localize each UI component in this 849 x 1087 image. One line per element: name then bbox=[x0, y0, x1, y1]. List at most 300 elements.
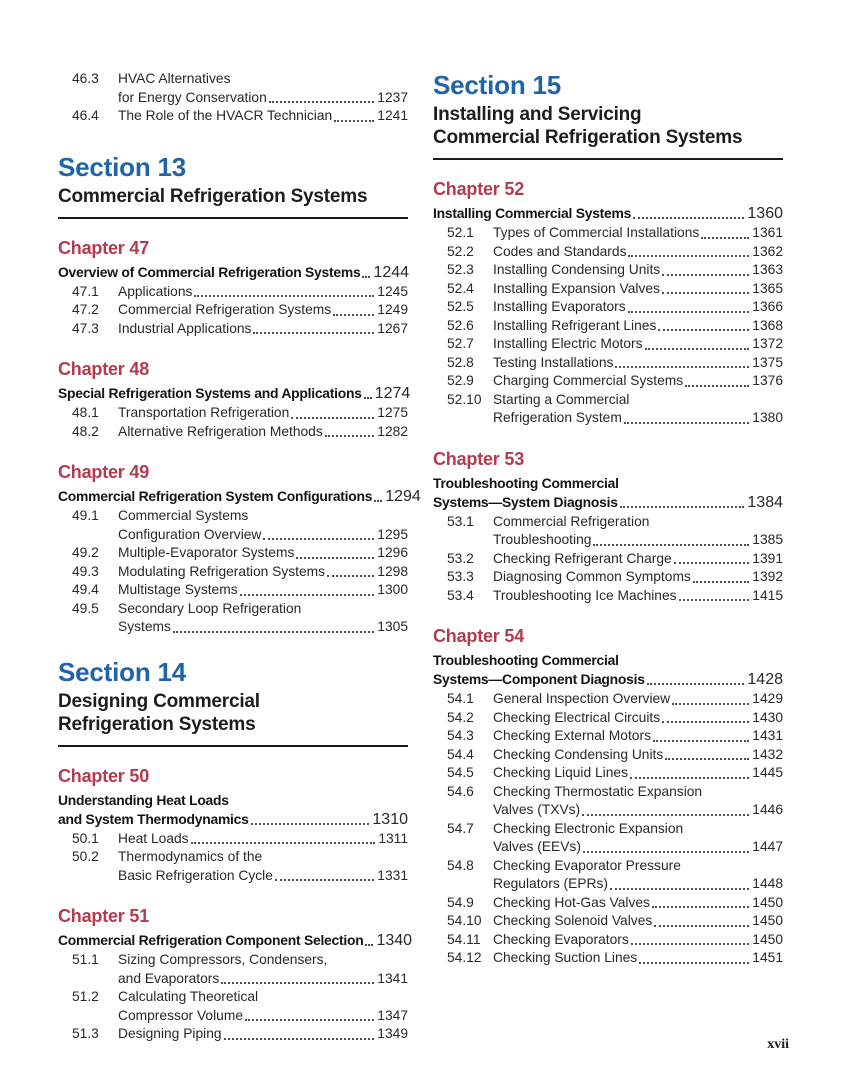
entry-title-line: Codes and Standards bbox=[493, 243, 627, 259]
entry-body bbox=[118, 563, 408, 582]
entry-title-line: Installing Commercial Systems bbox=[433, 205, 632, 221]
entry-body bbox=[493, 298, 783, 317]
toc-entry bbox=[433, 513, 783, 550]
entry-number: 52.8 bbox=[447, 354, 474, 370]
entry-body bbox=[493, 727, 783, 746]
entry-number: 54.2 bbox=[447, 709, 474, 725]
entry-number: 53.3 bbox=[447, 569, 474, 584]
dot-leader bbox=[653, 740, 749, 742]
entry-title-line: and Evaporators bbox=[118, 970, 220, 986]
toc-leader-row bbox=[493, 409, 783, 428]
entry-title-line: Refrigeration System bbox=[493, 410, 622, 425]
entry-body bbox=[493, 550, 783, 569]
toc-leader-row bbox=[493, 280, 783, 299]
entry-page-number: 1244 bbox=[373, 263, 410, 281]
entry-page-number: 1365 bbox=[752, 280, 783, 296]
toc-leader-row bbox=[118, 301, 408, 320]
entry-title-line: and System Thermodynamics bbox=[58, 810, 249, 827]
entry-number: 53.4 bbox=[447, 587, 474, 603]
entry-body bbox=[118, 507, 408, 544]
entry-title-line: Checking Thermostatic Expansion bbox=[493, 783, 703, 799]
entry-title-line: Charging Commercial Systems bbox=[493, 373, 684, 388]
entry-title-line: Basic Refrigeration Cycle bbox=[118, 867, 273, 883]
chapter-heading: Chapter 50 bbox=[58, 765, 150, 786]
toc-entry bbox=[58, 404, 408, 423]
entry-number: 47.2 bbox=[72, 302, 99, 317]
entry-body bbox=[118, 581, 408, 600]
entry-title-line: Diagnosing Common Symptoms bbox=[493, 569, 691, 584]
chapter-heading: Chapter 54 bbox=[433, 626, 525, 646]
entry-page-number: 1432 bbox=[752, 746, 783, 762]
toc-leader-row bbox=[58, 931, 413, 950]
dot-leader bbox=[685, 385, 749, 387]
dot-leader bbox=[253, 332, 374, 334]
entry-page-number: 1392 bbox=[752, 569, 783, 584]
entry-title-line: Special Refrigeration Systems and Applications bbox=[58, 385, 362, 401]
entry-title-line: Commercial Refrigeration Systems bbox=[118, 302, 332, 317]
entry-title-line: for Energy Conservation bbox=[118, 89, 267, 105]
entry-body bbox=[118, 544, 408, 563]
entry-body bbox=[493, 513, 783, 550]
entry-title-line: Multiple-Evaporator Systems bbox=[118, 545, 295, 560]
section-title-line: Refrigeration Systems bbox=[58, 713, 256, 735]
toc-entry bbox=[433, 243, 783, 262]
entry-body bbox=[493, 587, 783, 606]
chapter-block bbox=[433, 178, 783, 428]
toc-leader-row bbox=[493, 875, 783, 894]
dot-leader bbox=[173, 631, 374, 633]
toc-entry bbox=[433, 280, 783, 299]
entry-page-number: 1361 bbox=[752, 225, 783, 240]
entry-body bbox=[118, 848, 408, 885]
entry-number: 51.3 bbox=[72, 1026, 99, 1041]
entry-body bbox=[118, 423, 408, 442]
toc-entry bbox=[58, 563, 408, 582]
toc-entry bbox=[433, 550, 783, 569]
entry-page-number: 1391 bbox=[752, 550, 783, 566]
entry-body bbox=[493, 764, 783, 783]
dot-leader bbox=[240, 594, 375, 596]
dot-leader bbox=[647, 683, 745, 685]
toc-entry bbox=[58, 107, 408, 126]
entry-page-number: 1384 bbox=[747, 493, 783, 511]
entry-number: 49.5 bbox=[72, 600, 99, 616]
dot-leader bbox=[662, 274, 749, 276]
entry-page-number: 1451 bbox=[752, 950, 783, 965]
dot-leader bbox=[364, 397, 372, 399]
chapter-items bbox=[58, 404, 408, 441]
entry-number: 49.3 bbox=[72, 563, 99, 579]
entry-page-number: 1274 bbox=[374, 385, 411, 402]
toc-entry bbox=[433, 764, 783, 783]
dot-leader bbox=[327, 575, 374, 577]
entry-title-line: Troubleshooting Ice Machines bbox=[493, 587, 677, 603]
dot-leader bbox=[194, 295, 374, 297]
entry-page-number: 1245 bbox=[377, 283, 408, 299]
entry-title-line: Starting a Commercial bbox=[493, 391, 630, 407]
dot-leader bbox=[674, 562, 750, 564]
toc-entry bbox=[58, 544, 408, 563]
entry-body bbox=[493, 372, 783, 391]
dot-leader bbox=[325, 435, 375, 437]
toc-leader-row bbox=[493, 949, 783, 968]
entry-number: 51.2 bbox=[72, 989, 99, 1004]
entry-page-number: 1368 bbox=[752, 317, 783, 333]
toc-leader-row bbox=[493, 372, 783, 391]
entry-page-number: 1294 bbox=[385, 488, 421, 505]
section-title-line: Designing Commercial bbox=[58, 690, 260, 712]
entry-title-line: Checking Suction Lines bbox=[493, 950, 638, 965]
section-rule-divider bbox=[58, 745, 408, 747]
chapter-heading: Chapter 47 bbox=[58, 237, 150, 258]
dot-leader bbox=[639, 962, 749, 964]
toc-leader-row bbox=[433, 493, 783, 512]
toc-leader-row bbox=[118, 423, 408, 442]
entry-page-number: 1366 bbox=[752, 299, 783, 314]
dot-leader bbox=[615, 366, 749, 368]
entry-title-line: Checking Refrigerant Charge bbox=[493, 550, 672, 566]
entry-body bbox=[493, 709, 783, 728]
entry-title-line: Applications bbox=[118, 283, 193, 299]
chapter-block bbox=[433, 448, 783, 606]
chapter-items bbox=[58, 507, 408, 637]
chapter-block bbox=[58, 461, 421, 637]
entry-title-line: Checking Condensing Units bbox=[493, 746, 664, 762]
entry-title-line: Checking Liquid Lines bbox=[493, 765, 628, 780]
entry-title-line: Compressor Volume bbox=[118, 1007, 243, 1023]
entry-title-line: Installing Electric Motors bbox=[493, 336, 643, 351]
toc-entry bbox=[58, 1025, 408, 1044]
toc-leader-row bbox=[118, 1025, 408, 1044]
entry-page-number: 1241 bbox=[377, 108, 408, 123]
entry-body bbox=[118, 600, 408, 637]
toc-leader-row bbox=[118, 544, 408, 563]
entry-number: 52.4 bbox=[447, 280, 474, 296]
entry-title-line: Checking Solenoid Valves bbox=[493, 913, 653, 928]
chapter-items bbox=[433, 690, 783, 968]
entry-page-number: 1428 bbox=[747, 671, 783, 688]
entry-page-number: 1249 bbox=[377, 302, 408, 317]
chapter-heading: Chapter 49 bbox=[58, 462, 150, 482]
entry-title-line: Transportation Refrigeration bbox=[118, 405, 290, 420]
entry-body bbox=[493, 894, 783, 913]
entry-number: 46.3 bbox=[72, 71, 99, 86]
dot-leader bbox=[365, 944, 373, 946]
entry-number: 49.2 bbox=[72, 545, 99, 560]
toc-entry bbox=[433, 820, 783, 857]
entry-body bbox=[493, 746, 783, 765]
toc-leader-row bbox=[493, 335, 783, 354]
entry-body bbox=[493, 317, 783, 336]
chapter-block bbox=[433, 625, 783, 968]
section-block bbox=[433, 70, 783, 160]
entry-title-line: Installing Refrigerant Lines bbox=[493, 317, 657, 333]
dot-leader bbox=[701, 237, 749, 239]
toc-entry bbox=[433, 746, 783, 765]
entry-body bbox=[493, 261, 783, 280]
dot-leader bbox=[628, 255, 749, 257]
entry-body bbox=[118, 107, 408, 126]
entry-body bbox=[118, 830, 408, 849]
toc-leader-row bbox=[118, 563, 408, 582]
dot-leader bbox=[221, 982, 374, 984]
entry-title-line: Secondary Loop Refrigeration bbox=[118, 600, 302, 616]
entry-title-line: HVAC Alternatives bbox=[118, 71, 231, 86]
toc-entry bbox=[58, 988, 408, 1025]
entry-body bbox=[493, 931, 783, 950]
dot-leader bbox=[296, 557, 374, 559]
chapter-heading: Chapter 51 bbox=[58, 906, 150, 926]
entry-number: 52.9 bbox=[447, 373, 474, 388]
entry-page-number: 1341 bbox=[377, 970, 408, 986]
toc-leader-row bbox=[493, 354, 783, 373]
entry-page-number: 1295 bbox=[377, 526, 408, 542]
section-heading: Section 14 bbox=[58, 656, 187, 687]
toc-leader-row bbox=[118, 1007, 408, 1026]
entry-page-number: 1267 bbox=[377, 320, 408, 336]
toc-leader-row bbox=[493, 690, 783, 709]
chapter-title-line: Troubleshooting Commercial bbox=[433, 474, 619, 491]
entry-body bbox=[118, 988, 408, 1025]
entry-title-line: Checking Electrical Circuits bbox=[493, 709, 661, 725]
dot-leader bbox=[251, 823, 370, 825]
dot-leader bbox=[263, 538, 374, 540]
entry-page-number: 1431 bbox=[752, 728, 783, 743]
entry-title-line: Checking External Motors bbox=[493, 728, 651, 743]
toc-leader-row bbox=[493, 838, 783, 857]
entry-number: 52.3 bbox=[447, 262, 474, 277]
toc-leader-row bbox=[493, 531, 783, 550]
toc-leader-row bbox=[118, 107, 408, 126]
toc-entry bbox=[433, 690, 783, 709]
toc-leader-row bbox=[118, 526, 408, 545]
entry-page-number: 1363 bbox=[752, 262, 783, 277]
chapter-items bbox=[433, 224, 783, 428]
toc-entry bbox=[58, 423, 408, 442]
entry-title-line: Systems bbox=[118, 619, 171, 634]
toc-entry bbox=[433, 587, 783, 606]
entry-number: 54.8 bbox=[447, 857, 474, 873]
entry-body bbox=[118, 404, 408, 423]
entry-body bbox=[493, 335, 783, 354]
entry-number: 52.7 bbox=[447, 336, 474, 351]
chapter-title-line: Troubleshooting Commercial bbox=[433, 652, 619, 668]
entry-title-line: Checking Evaporator Pressure bbox=[493, 857, 681, 873]
entry-title-line: Installing Condensing Units bbox=[493, 262, 661, 277]
toc-leader-row bbox=[493, 317, 783, 336]
toc-entry bbox=[58, 600, 408, 637]
toc-entry bbox=[58, 320, 408, 339]
entry-number: 53.2 bbox=[447, 550, 474, 566]
entry-page-number: 1349 bbox=[377, 1026, 408, 1041]
toc-leader-row bbox=[118, 404, 408, 423]
entry-title-line: Commercial Refrigeration bbox=[493, 513, 650, 529]
dot-leader bbox=[593, 544, 749, 546]
toc-leader-row bbox=[493, 727, 783, 746]
entry-body bbox=[118, 320, 408, 339]
entry-page-number: 1237 bbox=[377, 89, 408, 105]
entry-number: 48.2 bbox=[72, 423, 99, 439]
entry-page-number: 1296 bbox=[377, 545, 408, 560]
toc-entry bbox=[58, 70, 408, 107]
dot-leader bbox=[583, 851, 749, 853]
entry-title-line: Installing Expansion Valves bbox=[493, 280, 660, 296]
entry-body bbox=[493, 690, 783, 709]
toc-entry bbox=[433, 261, 783, 280]
entry-page-number: 1360 bbox=[747, 205, 783, 222]
dot-leader bbox=[662, 721, 749, 723]
dot-leader bbox=[245, 1019, 374, 1021]
entry-page-number: 1362 bbox=[752, 243, 783, 259]
chapter-block bbox=[58, 905, 413, 1044]
entry-body bbox=[493, 243, 783, 262]
entry-number: 52.1 bbox=[447, 225, 474, 240]
dot-leader bbox=[645, 348, 750, 350]
entry-page-number: 1310 bbox=[372, 810, 408, 828]
entry-title-line: Systems—Component Diagnosis bbox=[433, 671, 645, 687]
entry-title-line: Alternative Refrigeration Methods bbox=[118, 423, 323, 439]
entry-title-line: Designing Piping bbox=[118, 1026, 222, 1041]
entry-page-number: 1450 bbox=[752, 894, 783, 910]
entry-number: 47.1 bbox=[72, 283, 99, 299]
toc-leader-row bbox=[493, 298, 783, 317]
dot-leader bbox=[291, 417, 374, 419]
dot-leader bbox=[672, 703, 749, 705]
dot-leader bbox=[624, 422, 749, 424]
entry-page-number: 1430 bbox=[752, 709, 783, 725]
section-title-line: Installing and Servicing bbox=[433, 104, 642, 125]
dot-leader bbox=[628, 311, 750, 313]
entry-body bbox=[493, 224, 783, 243]
entry-title-line: Configuration Overview bbox=[118, 526, 262, 542]
toc-entry bbox=[433, 949, 783, 968]
toc-leader-row bbox=[493, 243, 783, 262]
toc-leader-row bbox=[58, 810, 408, 829]
toc-entry bbox=[433, 709, 783, 728]
toc-leader-row bbox=[118, 830, 408, 849]
dot-leader bbox=[334, 120, 374, 122]
toc-leader-row bbox=[493, 912, 783, 931]
toc-leader-row bbox=[493, 224, 783, 243]
entry-number: 48.1 bbox=[72, 405, 99, 420]
section-title-line: Commercial Refrigeration Systems bbox=[58, 185, 368, 207]
dot-leader bbox=[374, 500, 382, 502]
entry-number: 54.6 bbox=[447, 783, 474, 799]
entry-number: 54.9 bbox=[447, 894, 474, 910]
entry-body bbox=[493, 280, 783, 299]
entry-title-line: Industrial Applications bbox=[118, 320, 252, 336]
toc-entry bbox=[433, 894, 783, 913]
toc-entry bbox=[433, 354, 783, 373]
toc-leader-row bbox=[118, 320, 408, 339]
entry-page-number: 1375 bbox=[752, 354, 783, 370]
entry-page-number: 1429 bbox=[752, 691, 783, 706]
toc-entry bbox=[433, 317, 783, 336]
toc-entry bbox=[58, 830, 408, 849]
entry-title-line: Commercial Systems bbox=[118, 508, 249, 523]
chapter-heading: Chapter 53 bbox=[433, 448, 525, 469]
chapter-block bbox=[58, 358, 411, 441]
chapter-items bbox=[58, 283, 408, 339]
entry-title-line: Testing Installations bbox=[493, 354, 614, 370]
entry-number: 54.5 bbox=[447, 765, 474, 780]
entry-title-line: Commercial Refrigeration System Configurations bbox=[58, 488, 373, 504]
entry-title-line: Systems—System Diagnosis bbox=[433, 493, 618, 510]
entry-body bbox=[493, 568, 783, 587]
dot-leader bbox=[582, 814, 749, 816]
entry-number: 54.7 bbox=[447, 820, 474, 836]
toc-leader-row bbox=[493, 931, 783, 950]
section-rule-divider bbox=[433, 158, 783, 160]
toc-leader-row bbox=[493, 801, 783, 820]
chapter-block bbox=[58, 237, 408, 339]
toc-entry bbox=[433, 783, 783, 820]
toc-leader-row bbox=[433, 204, 783, 223]
entry-number: 53.1 bbox=[447, 513, 474, 529]
entry-number: 50.1 bbox=[72, 830, 99, 846]
entry-title-line: Overview of Commercial Refrigeration Systems bbox=[58, 263, 361, 280]
entry-page-number: 1376 bbox=[752, 373, 783, 388]
entry-page-number: 1448 bbox=[752, 876, 783, 891]
toc-page bbox=[58, 70, 783, 1064]
dot-leader bbox=[679, 599, 750, 601]
entry-number: 54.12 bbox=[447, 950, 482, 965]
chapter-items bbox=[58, 830, 408, 886]
entry-page-number: 1347 bbox=[377, 1007, 408, 1023]
entry-number: 49.4 bbox=[72, 582, 99, 597]
toc-leader-row bbox=[118, 283, 408, 302]
dot-leader bbox=[269, 101, 375, 103]
entry-page-number: 1450 bbox=[752, 931, 783, 947]
section-title-line: Commercial Refrigeration Systems bbox=[433, 127, 743, 148]
entry-number: 52.6 bbox=[447, 317, 474, 333]
entry-title-line: Valves (TXVs) bbox=[493, 802, 581, 817]
dot-leader bbox=[662, 292, 749, 294]
toc-entry bbox=[433, 372, 783, 391]
toc-entry bbox=[58, 283, 408, 302]
toc-column-right bbox=[433, 70, 783, 1064]
section-heading: Section 15 bbox=[433, 70, 562, 100]
toc-leader-row bbox=[493, 746, 783, 765]
entry-body bbox=[493, 820, 783, 857]
entry-title-line: Heat Loads bbox=[118, 830, 189, 846]
toc-leader-row bbox=[493, 894, 783, 913]
toc-entry bbox=[58, 581, 408, 600]
toc-entry bbox=[58, 848, 408, 885]
toc-entry bbox=[433, 912, 783, 931]
dot-leader bbox=[630, 777, 749, 779]
toc-entry bbox=[58, 507, 408, 544]
toc-leader-row bbox=[493, 568, 783, 587]
entry-number: 54.10 bbox=[447, 913, 482, 928]
dot-leader bbox=[693, 581, 749, 583]
entry-title-line: Valves (EEVs) bbox=[493, 839, 581, 854]
dot-leader bbox=[191, 842, 376, 844]
entry-page-number: 1340 bbox=[376, 932, 413, 949]
dot-leader bbox=[633, 217, 744, 219]
entry-page-number: 1282 bbox=[377, 423, 408, 439]
toc-entry bbox=[433, 931, 783, 950]
entry-body bbox=[493, 912, 783, 931]
entry-title-line: Sizing Compressors, Condensers, bbox=[118, 952, 328, 967]
toc-leader-row bbox=[58, 487, 421, 506]
entry-title-line: The Role of the HVACR Technician bbox=[118, 108, 333, 123]
toc-leader-row bbox=[493, 764, 783, 783]
toc-entry bbox=[433, 391, 783, 428]
entry-page-number: 1305 bbox=[377, 619, 408, 634]
section-block bbox=[58, 657, 408, 747]
entry-number: 51.1 bbox=[72, 952, 99, 967]
